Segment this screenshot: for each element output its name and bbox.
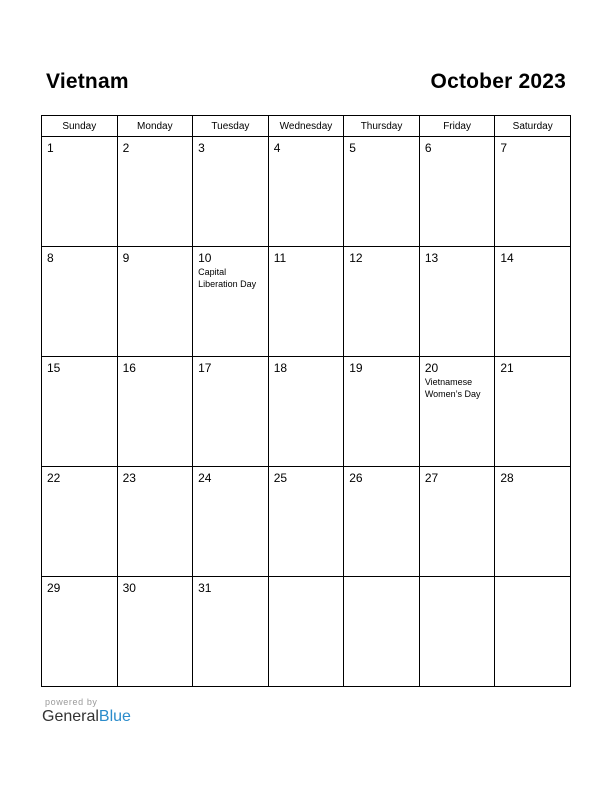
- day-number: 26: [349, 471, 363, 485]
- day-cell: [42, 247, 118, 357]
- holiday-label: Capital Liberation Day: [198, 267, 257, 289]
- day-cell: [344, 357, 420, 467]
- day-number: 13: [424, 251, 439, 265]
- day-number: 25: [273, 471, 288, 485]
- day-number: 15: [47, 361, 61, 375]
- weekday-header: Tuesday: [193, 116, 269, 137]
- week-row: [42, 247, 571, 357]
- day-cell: [193, 247, 269, 357]
- day-number: 9: [122, 251, 130, 265]
- day-number: 18: [273, 361, 288, 375]
- day-number: 3: [198, 141, 205, 155]
- day-number: 22: [47, 471, 61, 485]
- weekday-header-row: [42, 116, 571, 137]
- day-number: 27: [424, 471, 439, 485]
- day-cell: [268, 467, 344, 577]
- day-number: 10: [198, 251, 212, 265]
- day-number: 6: [424, 141, 432, 155]
- day-cell: [419, 247, 495, 357]
- day-cell-empty: [419, 577, 495, 687]
- weekday-header: Monday: [117, 116, 193, 137]
- day-number: 17: [198, 361, 212, 375]
- day-cell-empty: [268, 577, 344, 687]
- day-cell: [495, 137, 571, 247]
- day-cell: [193, 357, 269, 467]
- week-row: [42, 357, 571, 467]
- day-number: 7: [500, 141, 508, 155]
- day-number: 23: [122, 471, 136, 485]
- weekday-header: Wednesday: [268, 116, 344, 137]
- day-number: 21: [500, 361, 514, 375]
- day-number: 31: [198, 581, 212, 595]
- day-cell-empty: [495, 577, 571, 687]
- day-cell: [495, 247, 571, 357]
- day-number: 11: [273, 251, 287, 265]
- day-number: 4: [273, 141, 281, 155]
- day-number: 19: [349, 361, 363, 375]
- country-title: Vietnam: [46, 70, 129, 93]
- day-number: 24: [198, 471, 212, 485]
- day-number: 14: [500, 251, 514, 265]
- day-cell: [117, 577, 193, 687]
- day-cell: [419, 467, 495, 577]
- brand-logo[interactable]: [42, 708, 131, 726]
- day-number: 20: [424, 361, 439, 375]
- day-cell: [117, 357, 193, 467]
- day-number: 5: [349, 141, 356, 155]
- footer-branding: [42, 697, 131, 726]
- day-cell: [268, 357, 344, 467]
- day-cell: [42, 137, 118, 247]
- day-cell: [268, 247, 344, 357]
- weekday-header: Friday: [419, 116, 495, 137]
- day-cell: [193, 137, 269, 247]
- weekday-header: Thursday: [344, 116, 420, 137]
- weekday-header: Saturday: [495, 116, 571, 137]
- day-cell: [117, 247, 193, 357]
- day-number: 8: [47, 251, 54, 265]
- day-cell: [193, 467, 269, 577]
- brand-name-blue: Blue: [98, 708, 131, 725]
- day-cell: [117, 467, 193, 577]
- week-row: [42, 577, 571, 687]
- day-cell: [344, 467, 420, 577]
- day-cell: [42, 467, 118, 577]
- day-number: 29: [47, 581, 61, 595]
- day-number: 2: [122, 141, 130, 155]
- day-number: 1: [47, 141, 54, 155]
- day-cell: [495, 467, 571, 577]
- day-cell: [419, 137, 495, 247]
- day-cell-empty: [344, 577, 420, 687]
- day-cell: [117, 137, 193, 247]
- day-cell: [268, 137, 344, 247]
- calendar-header: [46, 70, 566, 100]
- brand-name-general: General: [42, 708, 99, 725]
- month-year-title: October 2023: [430, 70, 566, 93]
- day-cell: [344, 247, 420, 357]
- week-row: [42, 137, 571, 247]
- day-number: 30: [122, 581, 136, 595]
- calendar-grid: [41, 115, 571, 687]
- day-number: 28: [500, 471, 514, 485]
- day-cell: [419, 357, 495, 467]
- week-row: [42, 467, 571, 577]
- day-cell: [193, 577, 269, 687]
- holiday-label: Vietnamese Women’s Day: [424, 377, 481, 399]
- weekday-header: Sunday: [42, 116, 118, 137]
- day-number: 16: [122, 361, 136, 375]
- day-cell: [42, 577, 118, 687]
- powered-by-text: powered by: [45, 697, 98, 707]
- day-cell: [344, 137, 420, 247]
- day-cell: [42, 357, 118, 467]
- day-number: 12: [349, 251, 363, 265]
- day-cell: [495, 357, 571, 467]
